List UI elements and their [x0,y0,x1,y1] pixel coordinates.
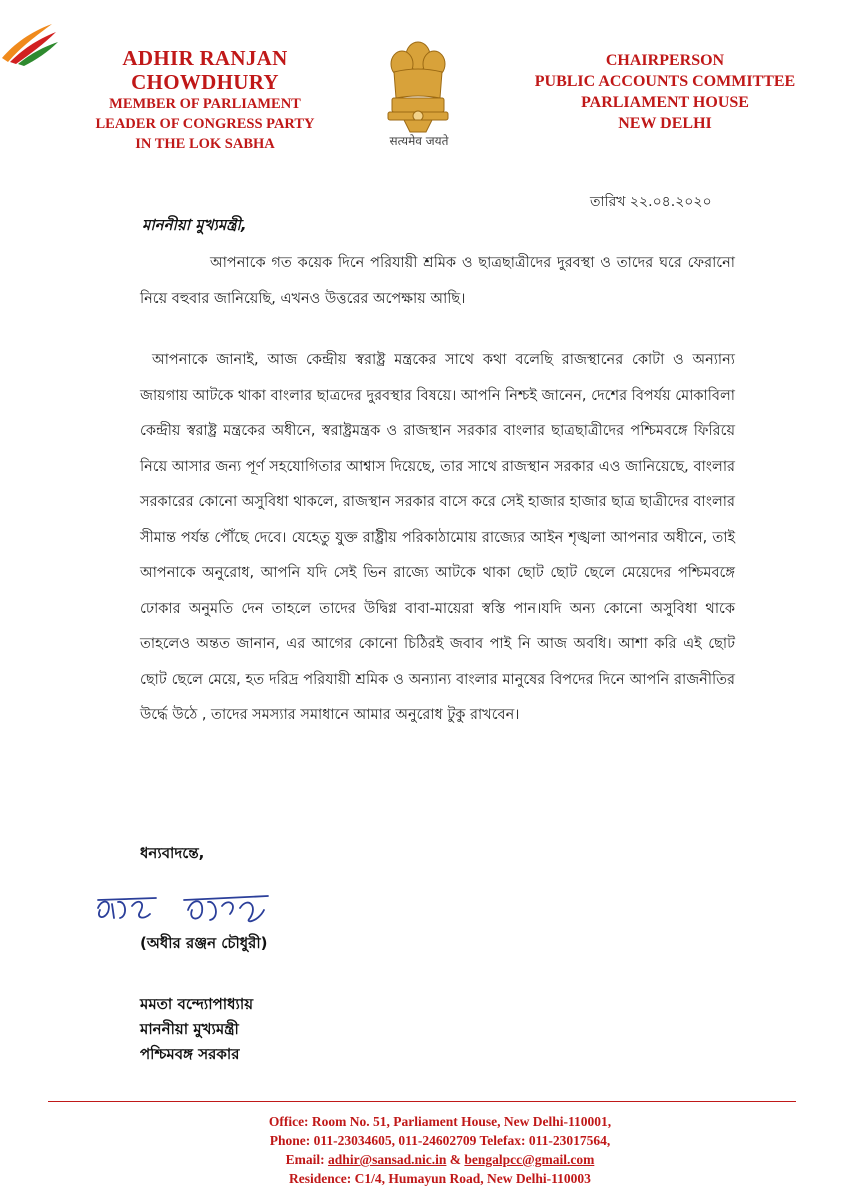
footer-divider [48,1101,796,1102]
recipient-block [140,992,253,1067]
paragraph-2: আপনাকে জানাই, আজ কেন্দ্রীয় স্বরাষ্ট্র মন্ত্রকের সাথে কথা বলেছি রাজস্থানের কোটা ও অন্যান্য জায়গায় আটকে থাকা বাংলার ছাত্রদের দুরবস্থার বিষয়ে। আপনি নিশ্চই জানেন, দেশের বিপর্যয় মোকাবিলা কেন্দ্রীয় স্বরাষ্ট্র মন্ত্রকের অধীনে, স্বরাষ্ট্রমন্ত্রক ও রাজস্থান সরকার বাংলার ছাত্রছাত্রীদের পশ্চিমবঙ্গে ফিরিয়ে নিয়ে আসার জন্য পূর্ণ সহযোগিতার আশ্বাস দিয়েছে, তার সাথে রাজস্থান সরকার এও জানিয়েছে, বাংলার সরকারের কোনো অসুবিধা থাকলে, রাজস্থান সরকার বাসে করে সেই হাজার হাজার ছাত্র ছাত্রীদের বাংলার সীমান্ত পর্যন্ত পৌঁছে দেবে। যেহেতু যুক্ত রাষ্ট্রীয় পরিকাঠামোয় রাজ্যের আইন শৃঙ্খলা আপনার অধীনে, তাই আপনাকে অনুরোধ, আপনি যদি সেই ভিন রাজ্যে আটকে থাকা ছোট ছোট ছেলে মেয়েদের পশ্চিমবঙ্গে ঢোকার অনুমতি দেন তাহলে তাদের উদ্বিগ্ন বাবা-মায়েরা স্বস্তি পান।যদি অন্য কোনো অসুবিধা থাকে তাহলেও অন্তত জানান, এর আগের কোনো চিঠিরই জবাব পাই নি আজ অবধি। আশা করি এই ছোট ছোট ছেলে মেয়ে, হত দরিদ্র পরিযায়ী শ্রমিক ও অন্যান্য বাংলার মানুষের বিপদের দিনে আপনি রাজনীতির উর্দ্ধে উঠে , তাদের সমস্যার সমাধানে আমার অনুরোধ টুকু রাখবেন। [140,352,735,723]
recipient-office: পশ্চিমবঙ্গ সরকার [140,1045,240,1063]
closing: ধন্যবাদন্তে, [140,844,205,862]
footer-office: Office: Room No. 51, Parliament House, New Delhi-110001, [268,1114,612,1129]
office-title-2: PUBLIC ACCOUNTS COMMITTEE [534,73,796,90]
email-link-2[interactable]: bengalpcc@gmail.com [464,1152,595,1167]
party-logo-icon [0,18,60,66]
footer-email-sep: & [446,1152,465,1167]
recipient-name: মমতা বন্দ্যোপাধ্যায় [140,995,254,1013]
sender-title-1: MEMBER OF PARLIAMENT [109,96,301,112]
footer-residence-line [140,1169,740,1188]
sender-title-3: IN THE LOK SABHA [135,136,275,152]
footer-phone: Phone: 011-23034605, 011-24602709 Telefax: 011-23017564, [269,1133,611,1148]
letterhead-left [60,46,350,154]
office-title-4: NEW DELHI [618,115,712,132]
signatory-name: (অধীর রঞ্জন চৌধুরী) [140,934,268,952]
recipient-title: মাননীয়া মুখ্যমন্ত্রী [140,1020,239,1038]
emblem-motto: सत्यमेव जयते [389,134,449,148]
footer-residence-label: Residence: [289,1171,352,1186]
sender-name: ADHIR RANJAN CHOWDHURY [122,46,288,94]
email-link-1[interactable]: adhir@sansad.nic.in [328,1152,447,1167]
footer-email-line [140,1150,740,1169]
footer [140,1112,740,1188]
handwritten-signature [92,888,312,932]
salutation: মাননীয়া মুখ্যমন্ত্রী, [142,216,247,234]
footer-residence: C1/4, Humayun Road, New Delhi-110003 [351,1171,591,1186]
office-title-1: CHAIRPERSON [605,52,725,69]
letter-body [140,246,735,734]
sender-title-2: LEADER OF CONGRESS PARTY [95,116,315,132]
letterhead-right [530,50,800,134]
footer-email-label: Email: [285,1152,329,1167]
letter-date: তারিখ ২২.০৪.২০২০ [590,194,712,210]
office-title-3: PARLIAMENT HOUSE [581,94,749,111]
paragraph-1: আপনাকে গত কয়েক দিনে পরিযায়ী শ্রমিক ও ছাত্রছাত্রীদের দুরবস্থা ও তাদের ঘরে ফেরানো নিয়ে বহুবার জানিয়েছি, এখনও উত্তরের অপেক্ষায় আছি। [140,255,735,307]
